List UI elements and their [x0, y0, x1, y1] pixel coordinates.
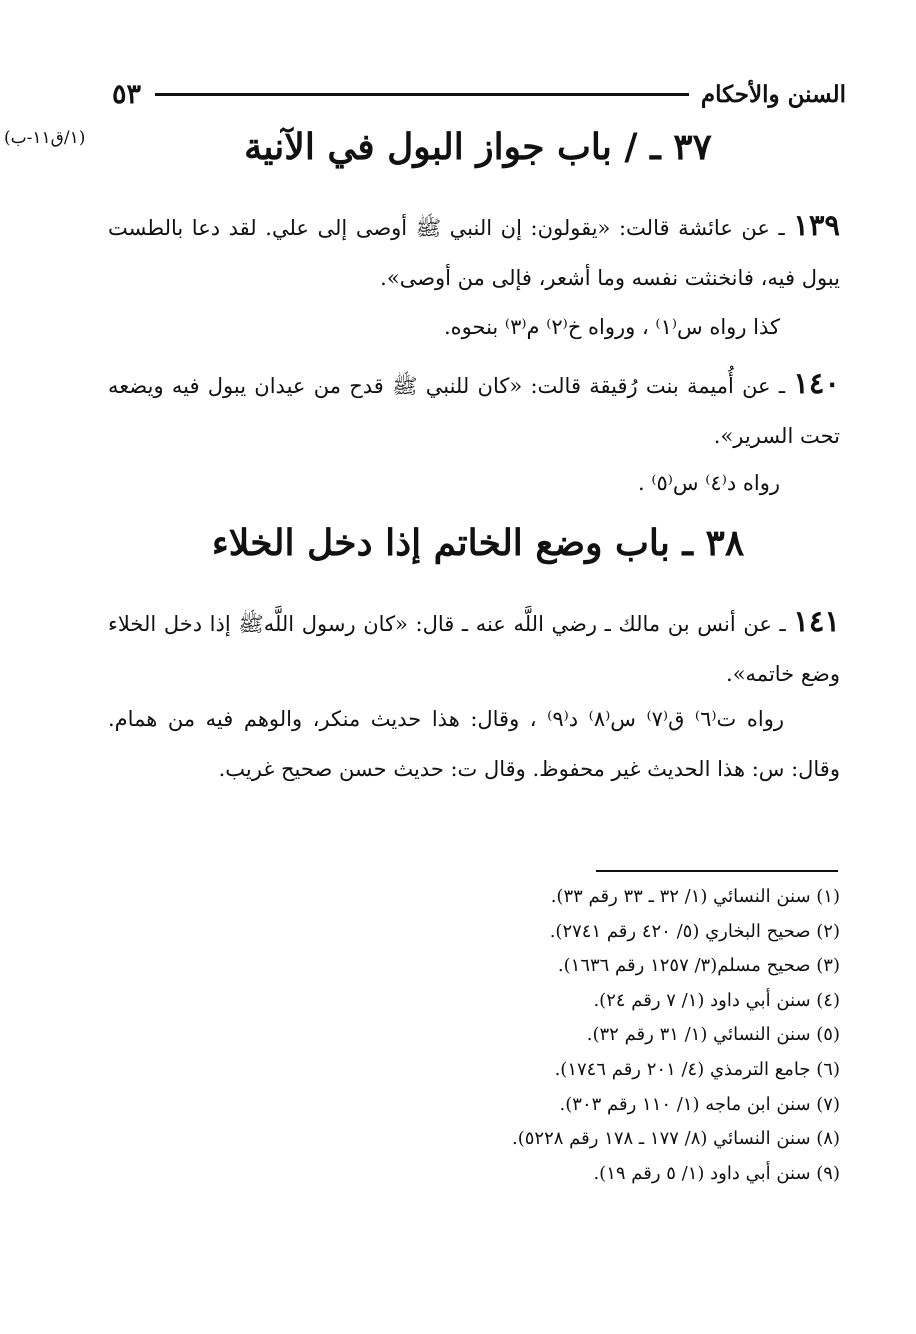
hadith-text: ـ عن عائشة قالت: «يقولون: إن النبي ﷺ أوصى إلى علي. لقد دعا بالطست يبول فيه، فانخنثت نفسه وما أشعر، فإلى من أوصى».: [108, 216, 840, 290]
chapter-heading-37: ٣٧ ـ / باب جواز البول في الآنية: [244, 126, 712, 168]
hadith-text: ـ عن أنس بن مالك ـ رضي اللَّه عنه ـ قال: «كان رسول اللَّهﷺ إذا دخل الخلاء وضع خاتمه».: [108, 612, 840, 686]
running-title: السنن والأحكام: [700, 80, 846, 108]
hadith-number: ١٣٩: [793, 208, 840, 242]
footnote: (٩) سنن أبي داود (١/ ٥ رقم ١٩).: [593, 1162, 840, 1184]
header-rule: [155, 93, 689, 96]
chapter-heading-38: ٣٨ ـ باب وضع الخاتم إذا دخل الخلاء: [211, 522, 745, 564]
hadith-139: [108, 200, 840, 303]
running-header: [112, 74, 846, 114]
hadith-140-reference: رواه د⁽٤⁾ س⁽٥⁾ .: [637, 471, 780, 495]
footnote: (٨) سنن النسائي (٨/ ١٧٧ ـ ١٧٨ رقم ٥٢٢٨).: [512, 1128, 840, 1150]
footnotes-list: [512, 880, 840, 1191]
hadith-139-reference: كذا رواه س⁽١⁾ ، ورواه خ⁽٢⁾ م⁽٣⁾ بنحوه.: [443, 315, 780, 339]
manuscript-folio-note: (١/ق١١-ب): [4, 128, 86, 148]
footnote: (٤) سنن أبي داود (١/ ٧ رقم ٢٤).: [593, 989, 840, 1011]
hadith-140: [108, 358, 840, 461]
footnote: (٧) سنن ابن ماجه (١/ ١١٠ رقم ٣٠٣).: [559, 1093, 840, 1115]
footnote: (٦) جامع الترمذي (٤/ ٢٠١ رقم ١٧٤٦).: [554, 1058, 840, 1080]
hadith-number: ١٤١: [793, 604, 840, 638]
hadith-141-reference: رواه ت⁽٦⁾ ق⁽٧⁾ س⁽٨⁾ د⁽٩⁾ ، وقال: هذا حديث منكر، والوهم فيه من همام. وقال: س: هذا الحديث غير محفوظ. وقال ت: حديث حسن صحيح غريب.: [108, 707, 840, 781]
hadith-text: ـ عن أُميمة بنت رُقيقة قالت: «كان للنبي ﷺ قدح من عيدان يبول فيه ويضعه تحت السرير».: [108, 374, 840, 448]
hadith-141: [108, 596, 840, 699]
footnote: (٥) سنن النسائي (١/ ٣١ رقم ٣٢).: [586, 1024, 840, 1046]
hadith-number: ١٤٠: [793, 366, 840, 400]
footnote: (١) سنن النسائي (١/ ٣٢ ـ ٣٣ رقم ٣٣).: [550, 886, 840, 907]
page-number: ٥٣: [112, 78, 142, 110]
footnote: (٢) صحيح البخاري (٥/ ٤٢٠ رقم ٢٧٤١).: [549, 920, 840, 942]
footnote: (٣) صحيح مسلم(٣/ ١٢٥٧ رقم ١٦٣٦).: [557, 955, 840, 977]
footnote-separator: [596, 870, 838, 872]
